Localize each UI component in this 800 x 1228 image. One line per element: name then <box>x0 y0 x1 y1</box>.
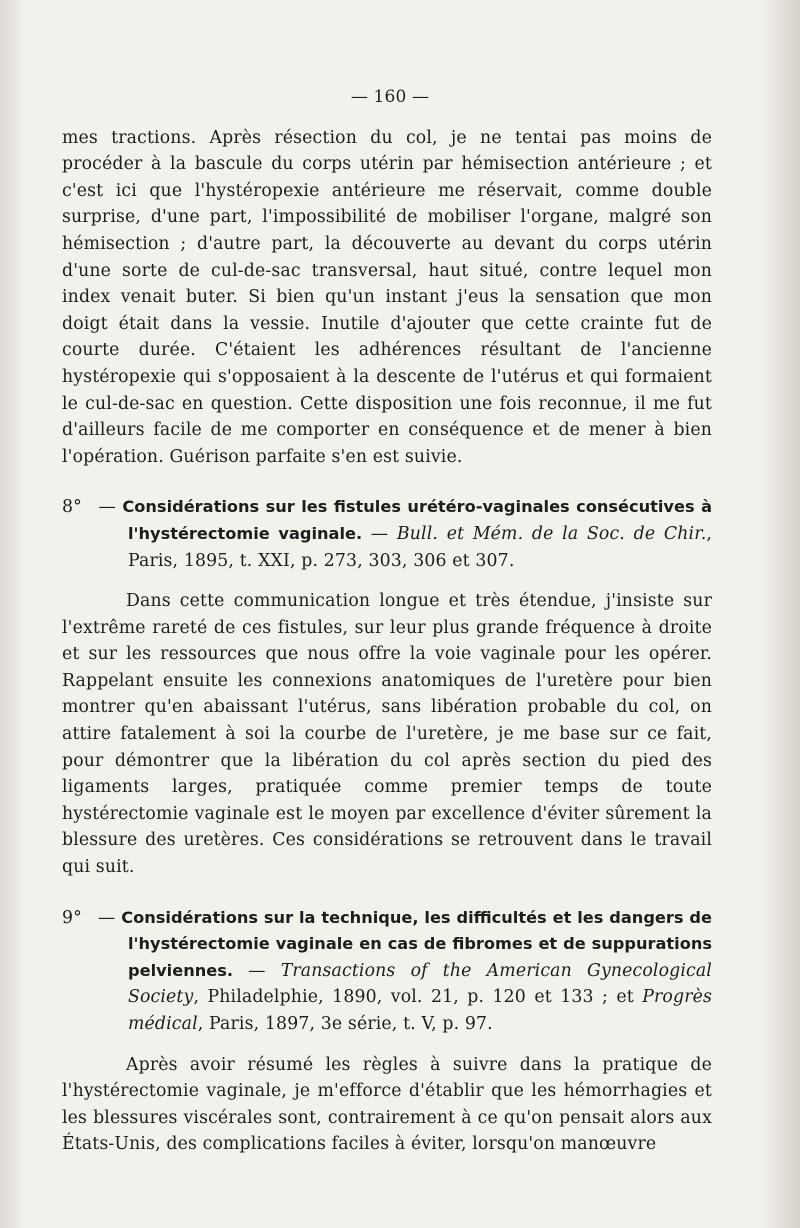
entry-number: 8° <box>62 497 82 518</box>
text-block <box>62 84 712 1158</box>
entry-citation-mid: , Philadelphie, 1890, vol. 21, p. 120 et 133 ; et <box>193 987 643 1008</box>
intro-paragraph: mes tractions. Après résection du col, je ne tentai pas moins de procéder à la bascule du corps utérin par hémisection antérieure ; et c'est ici que l'hystéropexie antérieure me réservait, comme double surprise, d'une part, l'impossibilité de mobiliser l'organe, malgré son hémisection ; d'autre part, la découverte au devant du corps utérin d'une sorte de cul-de-sac transversal, haut situé, contre lequel mon index venait buter. Si bien qu'un instant j'eus la sensation que mon doigt était dans la vessie. Inutile d'ajouter que cette crainte fut de courte durée. C'étaient les adhérences résultant de l'ancienne hystéropexie qui s'opposaient à la descente de l'utérus et qui formaient le cul-de-sac en question. Cette disposition une fois reconnue, il me fut d'ailleurs facile de me comporter en conséquence et de mener à bien l'opération. Guérison parfaite s'en est suivie. <box>62 127 712 467</box>
entry-title: Considérations sur les fistules urétéro-vaginales consécutives à l'hystérectomie vaginale. <box>122 497 712 543</box>
entry-dash: — <box>92 497 123 518</box>
entry-separator: — <box>233 960 281 981</box>
entry-journal-2: Progrès médical <box>128 987 712 1034</box>
entry-dash: — <box>92 907 122 928</box>
entry-number: 9° <box>62 907 82 928</box>
entry-journal: Bull. et Mém. de la Soc. de Chir. <box>396 523 707 544</box>
bibliography-entry-8 <box>62 494 712 574</box>
entry-8-summary: Dans cette communication longue et très étendue, j'insiste sur l'extrême rareté de ces fistules, sur leur plus grande fréquence à droite et sur les ressources que nous offre la voie vaginale pour les opérer. Rappelant ensuite les connexions anatomiques de l'uretère pour bien montrer qu'en abaissant l'utérus, sans libération probable du col, on attire fatalement à soi la courbe de l'uretère, je me base sur ce fait, pour démontrer que la libération du col après section du pied des ligaments larges, pratiquée comme premier temps de toute hystérectomie vaginale est le moyen par excellence d'éviter sûrement la blessure des uretères. Ces considérations se retrouvent dans le travail qui suit. <box>62 591 712 878</box>
entry-journal: Transactions of the American Gynecological Society <box>128 960 712 1008</box>
entry-separator: — <box>362 523 397 544</box>
entry-citation: , Paris, 1897, 3e série, t. V, p. 97. <box>197 1014 493 1034</box>
entry-title: Considérations sur la technique, les difficultés et les dangers de l'hystérectomie vaginale en cas de fibromes et de suppurations pelviennes. <box>121 907 712 980</box>
entry-citation: , Paris, 1895, t. XXI, p. 273, 303, 306 et 307. <box>128 523 713 571</box>
page-number-header: — 160 — <box>350 87 430 107</box>
entry-9-summary: Après avoir résumé les règles à suivre dans la pratique de l'hystérectomie vaginale, je m'efforce d'établir que les hémorrhagies et les blessures viscérales sont, contrairement à ce qu'on pensait alors aux États-Unis, des complications faciles à éviter, lorsqu'on manœuvre <box>62 1054 712 1155</box>
bibliography-entry-9 <box>62 905 712 1038</box>
